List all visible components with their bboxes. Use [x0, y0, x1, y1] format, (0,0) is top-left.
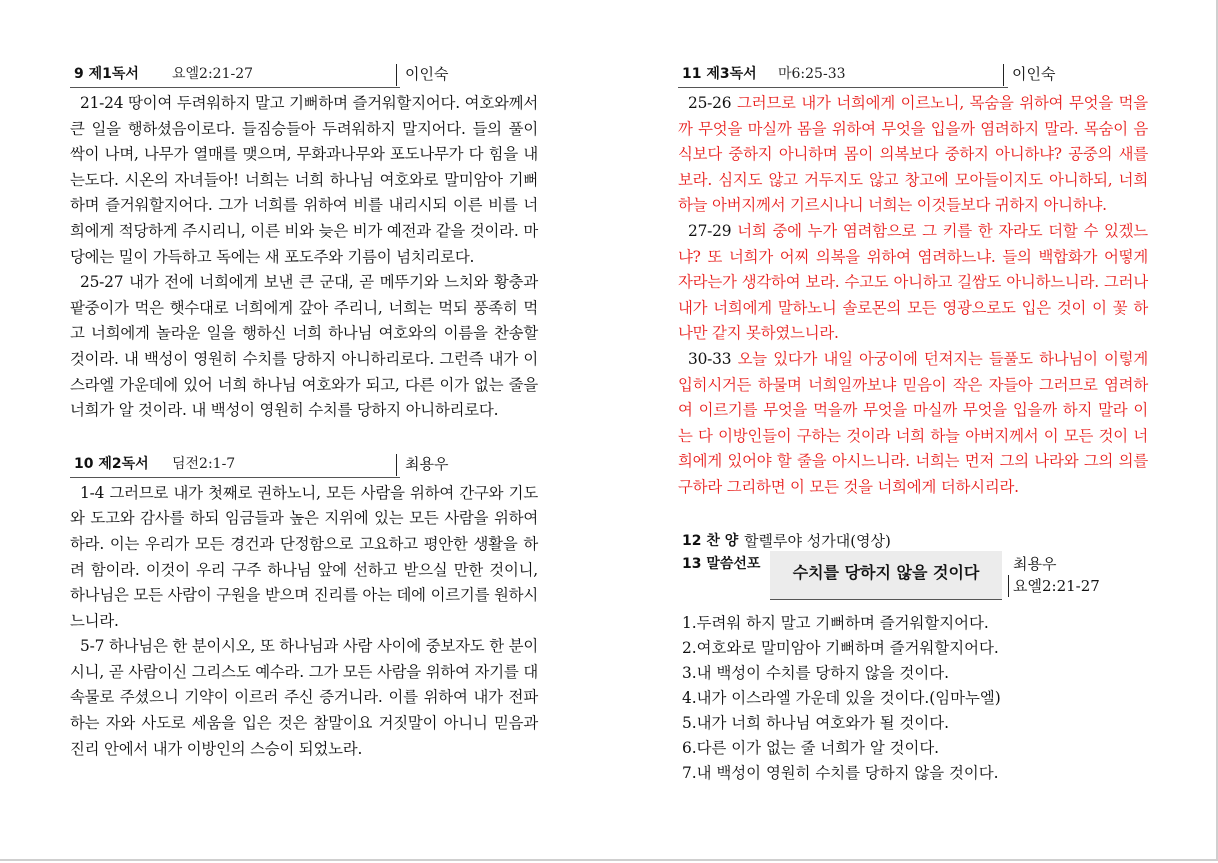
header-divider	[1003, 64, 1004, 86]
paragraph: 25-27 내가 전에 너희에게 보낸 큰 군대, 곧 메뚜기와 느치와 황충과 팥중이가 먹은 햇수대로 너희에게 갚아 주리니, 너희는 먹되 풍족히 먹고 너희에게 놀라운 일을 행하신 너희 하나님 여호와의 이름을 찬송할 것이라. 내 백성이 영원히 수치를 당하지 아니하리로다. 그런즉 내가 이스라엘 가운데에 있어 너희 하나님 여호와가 되고, 다른 이가 없는 줄을 너희가 알 것이라. 내 백성이 영원히 수치를 당하지 아니하리로다.	[70, 273, 538, 420]
hymn-row	[678, 529, 1148, 553]
reading-3-reference: 마6:25-33	[778, 66, 846, 82]
sermon-preacher: 최용우	[1013, 554, 1057, 573]
list-item: 6.다른 이가 없는 줄 너희가 알 것이다.	[682, 738, 940, 757]
verse-text: 그러므로 내가 너희에게 이르노니, 목숨을 위하여 무엇을 먹을까 무엇을 마실까 몸을 위하여 무엇을 입을까 염려하지 말라. 목숨이 음식보다 중하지 아니하며 몸이 의복보다 중하지 아니하냐? 공중의 새를 보라. 심지도 않고 거두지도 않고 창고에 모아들이지도 아니하되, 너희 하늘 아버지께서 기르시나니 너희는 이것들보다 귀하지 아니하냐.	[678, 94, 1148, 215]
hymn-value: 할렐루야 성가대(영상)	[744, 531, 891, 550]
right-column	[678, 60, 1148, 786]
paragraph: 21-24 땅이여 두려워하지 말고 기뻐하며 즐거워할지어다. 여호와께서 큰 일을 행하셨음이로다. 들짐승들아 두려워하지 말지어다. 들의 풀이 싹이 나며, 나무가 열매를 맺으며, 무화과나무와 포도나무가 다 힘을 내는도다. 시온의 자녀들아! 너희는 너희 하나님 여호와로 말미암아 기뻐하며 즐거워할지어다. 그가 너희를 위하여 비를 내리시되 이른 비를 너희에게 적당하게 주시리니, 이른 비와 늦은 비가 예전과 같을 것이라. 마당에는 밀이 가득하고 독에는 새 포도주와 기름이 넘치리로다.	[70, 94, 538, 266]
header-underline	[678, 87, 1008, 88]
verse-number: 30-33	[688, 349, 732, 368]
reading-2-reader: 최용우	[405, 454, 449, 473]
meta-divider	[1008, 575, 1009, 597]
reading-1-reader: 이인숙	[405, 65, 449, 83]
paragraph: 5-7 하나님은 한 분이시오, 또 하나님과 사람 사이에 중보자도 한 분이시니, 곧 사람이신 그리스도 예수라. 그가 모든 사람을 위하여 자기를 대속물로 주셨으니 기약이 이르러 주신 증거니라. 이를 위하여 내가 전파하는 자와 사도로 세움을 입은 것은 참말이요 거짓말이 아니니 믿음과 진리 안에서 내가 이방인의 스승이 되었노라.	[70, 637, 538, 758]
verse-text: 오늘 있다가 내일 아궁이에 던져지는 들풀도 하나님이 이렇게 입히시거든 하물며 너희일까보냐 믿음이 작은 자들아 그러므로 염려하여 이르기를 무엇을 먹을까 무엇을 마실까 무엇을 입을까 하지 말라 이는 다 이방인들이 구하는 것이라 너희 하늘 아버지께서 이 모든 것이 너희에게 있어야 할 줄을 아시느니라. 너희는 먼저 그의 나라와 그의 의를 구하라 그리하면 이 모든 것을 너희에게 더하시리라.	[678, 349, 1148, 496]
reading-1-header	[70, 60, 538, 88]
list-item: 1.두려워 하지 말고 기뻐하며 즐거워할지어다.	[682, 613, 989, 632]
reading-1-title: 9 제1독서	[74, 66, 139, 82]
header-divider	[396, 64, 397, 86]
header-divider	[396, 454, 397, 476]
reading-2-text	[70, 481, 538, 763]
list-item: 4.내가 이스라엘 가운데 있을 것이다.(임마누엘)	[682, 688, 1001, 707]
sermon-row	[678, 553, 1148, 605]
verse-number: 25-26	[688, 94, 732, 112]
verse-text: 너희 중에 누가 염려함으로 그 키를 한 자라도 더할 수 있겠느냐? 또 너희가 어찌 의복을 위하여 염려하느냐. 들의 백합화가 어떻게 자라는가 생각하여 보라. 수고도 아니하고 길쌈도 아니하느니라. 그러나 내가 너희에게 말하노니 솔로몬의 모든 영광으로도 입은 것이 이 꽃 하나만 같지 못하였느니라.	[678, 221, 1148, 343]
paragraph	[678, 219, 1148, 347]
reading-3-title: 11 제3독서	[682, 66, 757, 82]
reading-2-title: 10 제2독서	[74, 455, 149, 472]
sermon-label: 13 말씀선포	[682, 555, 761, 572]
verse-number: 27-29	[688, 221, 732, 240]
header-underline	[70, 477, 400, 478]
sermon-meta	[1013, 553, 1100, 597]
list-item: 7.내 백성이 영원히 수치를 당하지 않을 것이다.	[682, 763, 999, 782]
list-item: 2.여호와로 말미암아 기뻐하며 즐거워할지어다.	[682, 638, 999, 657]
reading-3-header	[678, 60, 1148, 88]
paragraph	[678, 347, 1148, 501]
header-underline	[70, 87, 400, 88]
reading-3-text	[678, 91, 1148, 501]
paragraph	[678, 91, 1148, 219]
reading-3-reader: 이인숙	[1012, 65, 1056, 83]
list-item: 3.내 백성이 수치를 당하지 않을 것이다.	[682, 663, 950, 682]
paragraph: 1-4 그러므로 내가 첫째로 권하노니, 모든 사람을 위하여 간구와 기도와 도고와 감사를 하되 임금들과 높은 지위에 있는 모든 사람을 위하여 하라. 이는 우리가 모든 경건과 단정함으로 고요하고 평안한 생활을 하려 함이라. 이것이 우리 구주 하나님 앞에 선하고 받으실 만한 것이니, 하나님은 모든 사람이 구원을 받으며 진리를 아는 데에 이르기를 원하시느니라.	[70, 483, 538, 630]
sermon-points	[682, 611, 1148, 786]
hymn-label: 12 찬 양	[682, 532, 739, 549]
sermon-reference: 요엘2:21-27	[1013, 576, 1100, 595]
left-column	[70, 60, 538, 762]
reading-2-header	[70, 450, 538, 478]
reading-1-text	[70, 91, 538, 424]
reading-1-reference: 요엘2:21-27	[172, 66, 254, 82]
list-item: 5.내가 너희 하나님 여호와가 될 것이다.	[682, 713, 950, 732]
sermon-title: 수치를 당하지 않을 것이다	[770, 551, 1002, 600]
reading-2-reference: 딤전2:1-7	[172, 455, 236, 472]
